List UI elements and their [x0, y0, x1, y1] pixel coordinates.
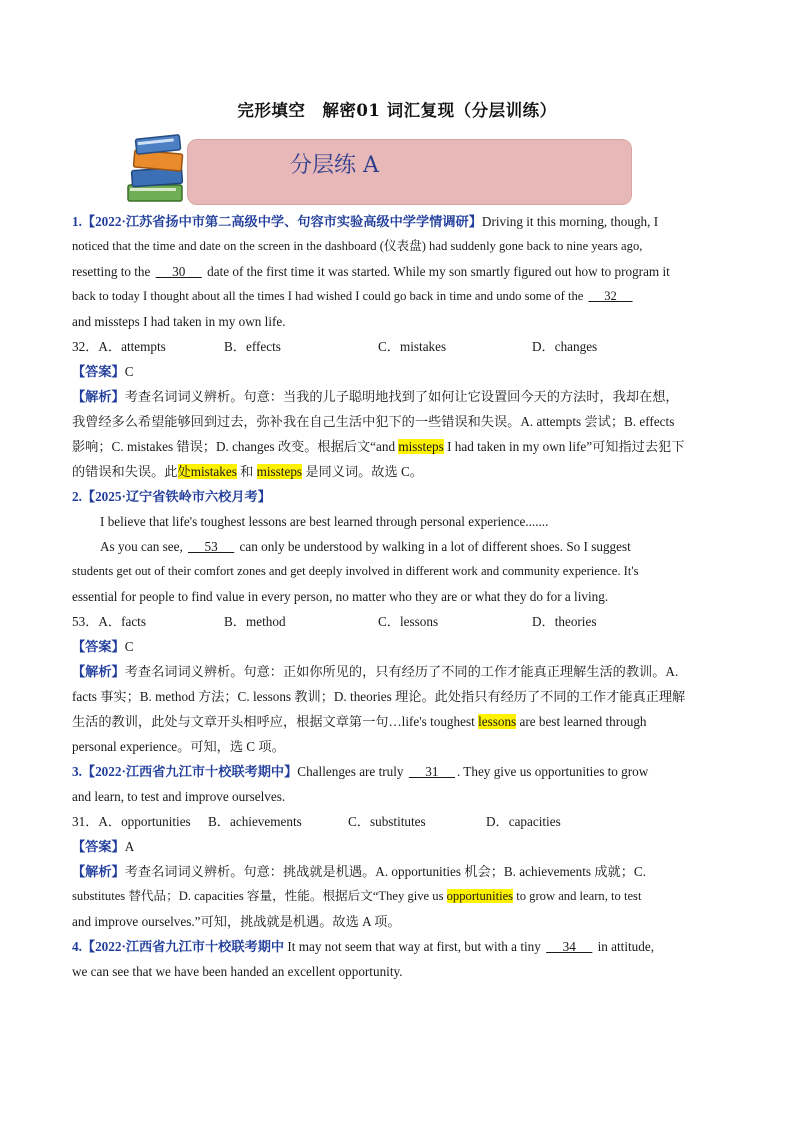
option-a: 32．A．attempts [72, 339, 166, 354]
highlight: missteps [256, 464, 303, 479]
explanation-text: are best learned through [516, 714, 647, 729]
explanation-label: 【解析】 [72, 389, 125, 404]
passage-text: I believe that life's toughest lessons are best learned through personal experience....... [100, 514, 549, 529]
passage-text: and learn, to test and improve ourselves. [72, 789, 286, 804]
highlight: 处 [177, 464, 191, 479]
banner-label: 分层练 A [290, 153, 379, 178]
explanation-text: and improve ourselves.”可知，挑战就是机遇。故选 A 项。 [72, 914, 401, 929]
highlight: opportunities [446, 889, 514, 903]
answer-label: 【答案】 [72, 839, 125, 854]
option-d: D．changes [532, 339, 598, 354]
options [72, 609, 722, 634]
highlight: lessons [478, 714, 517, 729]
page-title: 完形填空 解密01 词汇复现（分层训练） [237, 101, 557, 120]
passage-text: essential for people to find value in every person, no matter who they are or what they do for a living. [72, 589, 609, 604]
option-b: B．method [224, 614, 286, 629]
explanation-text: facts 事实；B. method 方法；C. lessons 教训；D. theories 理论。此处指只有经历了不同的工作才能真正理解 [72, 689, 686, 704]
blank-53: 53 [188, 539, 235, 554]
blank-34: 34 [546, 939, 593, 954]
highlight: mistakes [190, 464, 237, 479]
question-source: 3.【2022·江西省九江市十校联考期中】 [72, 764, 298, 779]
passage-text: . They give us opportunities to grow [456, 764, 649, 779]
option-c: C．substitutes [348, 814, 426, 829]
question-content [72, 209, 722, 984]
option-c: C．mistakes [378, 339, 447, 354]
passage-text: and missteps I had taken in my own life. [72, 314, 286, 329]
explanation-text: to grow and learn, to test [513, 889, 642, 903]
explanation-text: 考查名词词义辨析。句意：正如你所见的，只有经历了不同的工作才能真正理解生活的教训。A. [124, 664, 679, 679]
blank-31: 31 [408, 764, 455, 779]
options [72, 334, 722, 359]
option-a: 53．A．facts [72, 614, 146, 629]
answer-label: 【答案】 [72, 364, 125, 379]
blank-30: 30 [155, 264, 202, 279]
question-1 [72, 209, 722, 484]
passage-text: date of the first time it was started. While my son smartly figured out how to program it [203, 264, 670, 279]
explanation-label: 【解析】 [72, 864, 125, 879]
passage-text: Challenges are truly [297, 764, 407, 779]
passage-text: resetting to the [72, 264, 154, 279]
section-banner [187, 139, 632, 205]
passage-text: noticed that the time and date on the screen in the dashboard (仪表盘) had suddenly gone back to nine years ago, [72, 239, 643, 253]
passage-text: can only be understood by walking in a lot of different shoes. So I suggest [236, 539, 631, 554]
explanation-text: 生活的教训，此处与文章开头相呼应，根据文章第一句…life's toughest [72, 714, 479, 729]
answer-value: A [124, 839, 135, 854]
explanation-text: 我曾经多么希望能够回到过去，弥补我在自己生活中犯下的一些错误和失误。A. attempts 尝试；B. effects [72, 414, 675, 429]
passage-text: As you can see, [100, 539, 187, 554]
explanation-text: 是同义词。故选 C。 [302, 464, 423, 479]
books-icon [124, 131, 188, 205]
explanation-text: 的错误和失误。此 [72, 464, 178, 479]
passage-text: It may not seem that way at first, but with a tiny [284, 939, 545, 954]
question-source: 1.【2022·江苏省扬中市第二高级中学、句容市实验高级中学学情调研】 [72, 214, 482, 229]
question-4 [72, 934, 722, 984]
passage-text: we can see that we have been handed an excellent opportunity. [72, 964, 403, 979]
passage-text: Driving it this morning, though, I [481, 214, 659, 229]
passage-text: in attitude, [594, 939, 655, 954]
blank-32: 32 [588, 289, 633, 303]
question-source: 2.【2025·辽宁省铁岭市六校月考】 [72, 489, 271, 504]
answer-value: C [124, 364, 134, 379]
options [72, 809, 722, 834]
answer-value: C [124, 639, 134, 654]
option-c: C．lessons [378, 614, 439, 629]
question-3 [72, 759, 722, 934]
option-d: D．capacities [486, 814, 561, 829]
highlight: missteps [398, 439, 444, 454]
explanation-text: 考查名词词义辨析。句意：挑战就是机遇。A. opportunities 机会；B. achievements 成就；C. [124, 864, 646, 879]
explanation-text: 影响；C. mistakes 错误；D. changes 改变。根据后文“and [72, 439, 399, 454]
explanation-text: personal experience。可知，选 C 项。 [72, 739, 285, 754]
passage-text: back to today I thought about all the times I had wished I could go back in time and undo some of the [72, 289, 587, 303]
explanation-text: 考查名词词义辨析。句意：当我的儿子聪明地找到了如何让它设置回今天的方法时，我却在想， [124, 389, 679, 404]
option-a: 31．A．opportunities [72, 814, 191, 829]
passage-text: students get out of their comfort zones and get deeply involved in different work and community experience. It's [72, 564, 639, 578]
explanation-text: I had taken in my own life”可知指过去犯下 [443, 439, 685, 454]
option-b: B．effects [224, 339, 281, 354]
option-d: D．theories [532, 614, 597, 629]
option-b: B．achievements [208, 814, 302, 829]
explanation-text: substitutes 替代品；D. capacities 容量，性能。根据后文“They give us [72, 889, 447, 903]
explanation-text: 和 [236, 464, 257, 479]
question-source: 4.【2022·江西省九江市十校联考期中 [72, 939, 285, 954]
answer-label: 【答案】 [72, 639, 125, 654]
question-2 [72, 484, 722, 759]
explanation-label: 【解析】 [72, 664, 125, 679]
